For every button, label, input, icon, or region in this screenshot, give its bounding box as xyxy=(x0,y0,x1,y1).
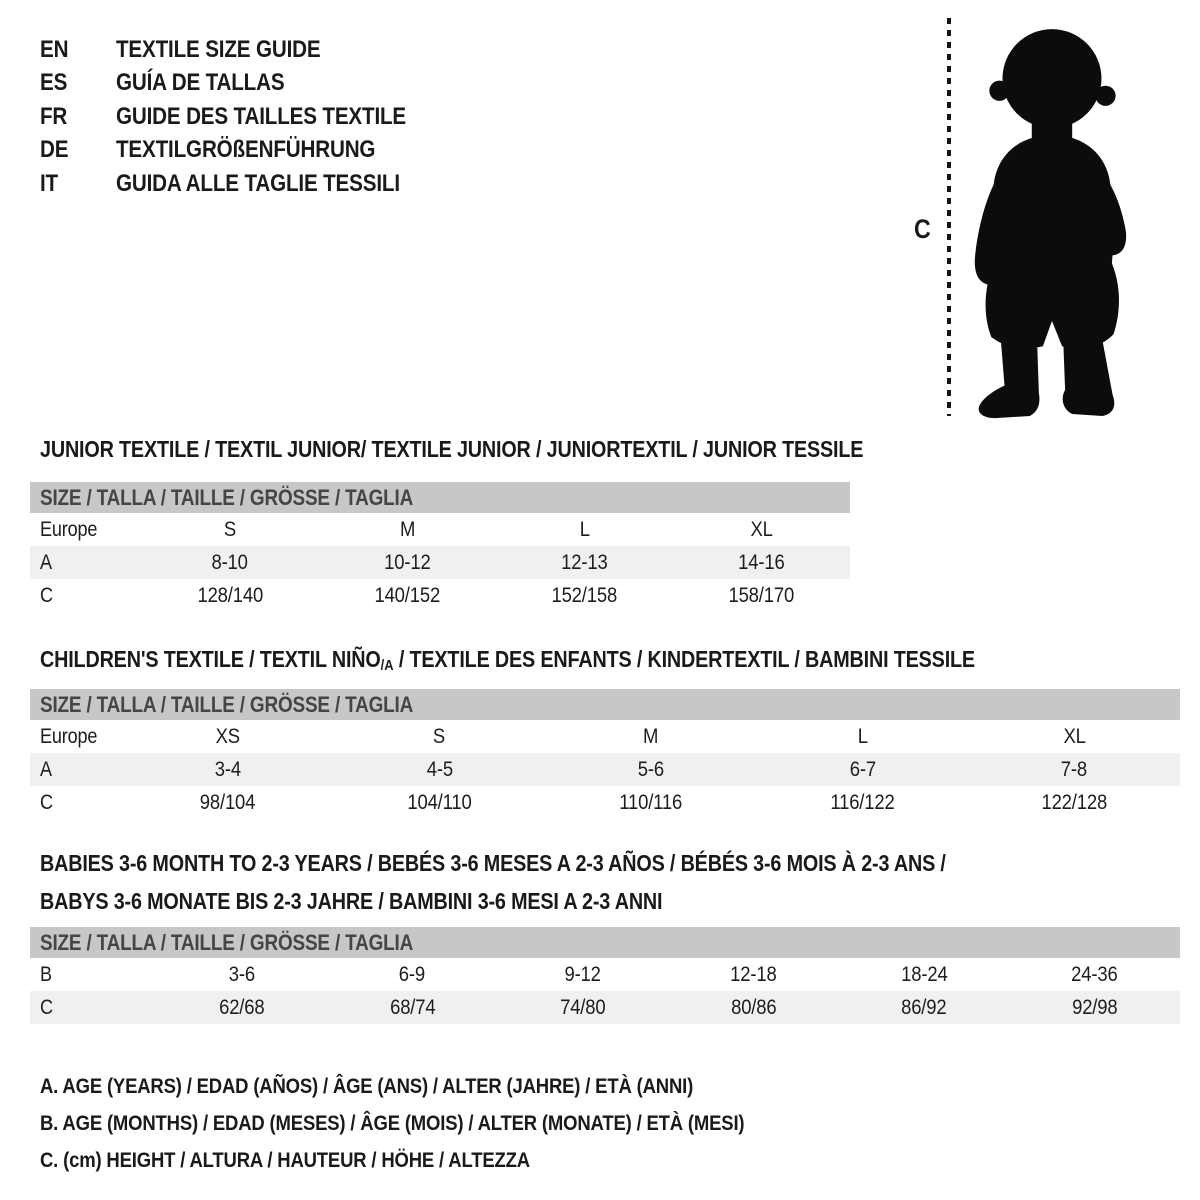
size-row-label: C xyxy=(40,790,53,814)
size-header-label: SIZE / TALLA / TAILLE / GRÖSSE / TAGLIA xyxy=(40,929,414,955)
language-title: TEXTILGRÖßENFÜHRUNG xyxy=(116,136,376,164)
size-value: XS xyxy=(215,724,240,748)
size-value: 86/92 xyxy=(901,995,947,1019)
table-row xyxy=(30,991,1180,1024)
junior-section-heading: JUNIOR TEXTILE / TEXTIL JUNIOR/ TEXTILE JUNIOR / JUNIORTEXTIL / JUNIOR TESSILE xyxy=(40,436,864,462)
language-title: GUÍA DE TALLAS xyxy=(116,69,285,97)
table-row xyxy=(30,546,850,579)
size-value: 12-13 xyxy=(561,550,608,574)
table-row xyxy=(30,753,1180,786)
table-row xyxy=(30,579,850,612)
size-value: M xyxy=(643,724,659,748)
size-value: 140/152 xyxy=(374,583,440,607)
size-value: 122/128 xyxy=(1041,790,1107,814)
size-value: 4-5 xyxy=(426,757,453,781)
language-code: ES xyxy=(40,69,68,97)
size-row-label: A xyxy=(40,757,52,781)
legend-line-b: B. AGE (MONTHS) / EDAD (MESES) / ÂGE (MOIS) / ALTER (MONATE) / ETÀ (MESI) xyxy=(40,1111,745,1135)
size-value: 68/74 xyxy=(389,995,436,1019)
size-value: XL xyxy=(750,517,773,541)
size-row-label: Europe xyxy=(40,517,98,541)
size-value: 3-6 xyxy=(228,962,255,986)
babies-section-heading-line1: BABIES 3-6 MONTH TO 2-3 YEARS / BEBÉS 3-6 MESES A 2-3 AÑOS / BÉBÉS 3-6 MOIS À 2-3 ANS / xyxy=(40,850,946,876)
children-heading-pre: CHILDREN'S TEXTILE / TEXTIL NIÑO xyxy=(40,646,381,672)
language-row-fr xyxy=(40,100,453,134)
size-value: 14-16 xyxy=(738,550,785,574)
size-header-label: SIZE / TALLA / TAILLE / GRÖSSE / TAGLIA xyxy=(40,691,414,717)
size-value: 10-12 xyxy=(383,550,431,574)
size-value: L xyxy=(579,517,590,541)
height-measure-label: C xyxy=(914,214,931,244)
size-value: 80/86 xyxy=(730,995,777,1019)
size-value: 116/122 xyxy=(830,790,895,814)
size-value: 24-36 xyxy=(1071,962,1118,986)
size-value: S xyxy=(223,517,237,541)
size-value: 6-7 xyxy=(849,757,876,781)
junior-size-table xyxy=(30,482,850,612)
size-row-label: C xyxy=(40,995,53,1019)
toddler-silhouette-icon xyxy=(962,16,1146,420)
size-value: 5-6 xyxy=(637,757,665,781)
size-value: 3-4 xyxy=(214,757,241,781)
height-measure-dashed-line xyxy=(947,18,951,416)
size-value: XL xyxy=(1063,724,1086,748)
table-header-row xyxy=(30,927,1180,958)
size-value: 158/170 xyxy=(728,583,795,607)
table-row xyxy=(30,720,1180,753)
size-value: 62/68 xyxy=(219,995,265,1019)
size-value: 110/116 xyxy=(619,790,683,814)
language-row-de xyxy=(40,134,453,168)
language-code: EN xyxy=(40,35,69,63)
language-title-block xyxy=(40,33,453,201)
children-heading-post: / TEXTILE DES ENFANTS / KINDERTEXTIL / BAMBINI TESSILE xyxy=(393,646,975,672)
table-row xyxy=(30,513,850,546)
language-row-it xyxy=(40,167,453,201)
children-section-heading xyxy=(40,646,975,674)
language-code: FR xyxy=(40,102,68,130)
language-title: GUIDA ALLE TAGLIE TESSILI xyxy=(116,169,400,197)
table-header-row xyxy=(30,689,1180,720)
babies-section-heading-line2: BABYS 3-6 MONATE BIS 2-3 JAHRE / BAMBINI 3-6 MESI A 2-3 ANNI xyxy=(40,888,663,914)
table-header-row xyxy=(30,482,850,513)
children-heading-subscript: /A xyxy=(380,657,394,674)
size-value: 92/98 xyxy=(1071,995,1118,1019)
babies-size-table xyxy=(30,927,1180,1024)
size-value: 74/80 xyxy=(560,995,606,1019)
table-row xyxy=(30,786,1180,819)
size-value: 104/110 xyxy=(407,790,472,814)
language-code: DE xyxy=(40,136,69,164)
size-value: 128/140 xyxy=(197,583,263,607)
language-title: TEXTILE SIZE GUIDE xyxy=(116,35,321,63)
table-row xyxy=(30,958,1180,991)
language-title: GUIDE DES TAILLES TEXTILE xyxy=(116,102,407,130)
size-value: 152/158 xyxy=(551,583,618,607)
size-row-label: B xyxy=(40,962,52,986)
size-row-label: C xyxy=(40,583,53,607)
size-value: 98/104 xyxy=(200,790,256,814)
size-value: L xyxy=(857,724,868,748)
size-value: 7-8 xyxy=(1061,757,1088,781)
size-value: 18-24 xyxy=(900,962,948,986)
size-row-label: A xyxy=(40,550,52,574)
legend-line-a: A. AGE (YEARS) / EDAD (AÑOS) / ÂGE (ANS) / ALTER (JAHRE) / ETÀ (ANNI) xyxy=(40,1074,694,1098)
language-row-en xyxy=(40,33,453,67)
size-value: 9-12 xyxy=(564,962,602,986)
size-value: S xyxy=(433,724,446,748)
language-code: IT xyxy=(40,169,59,197)
size-value: 6-9 xyxy=(399,962,426,986)
children-size-table xyxy=(30,689,1180,819)
size-value: 8-10 xyxy=(211,550,249,574)
size-value: 12-18 xyxy=(730,962,777,986)
language-row-es xyxy=(40,67,453,101)
size-value: M xyxy=(399,517,415,541)
legend-line-c: C. (cm) HEIGHT / ALTURA / HAUTEUR / HÖHE / ALTEZZA xyxy=(40,1148,530,1172)
size-row-label: Europe xyxy=(40,724,98,748)
size-header-label: SIZE / TALLA / TAILLE / GRÖSSE / TAGLIA xyxy=(40,484,414,510)
